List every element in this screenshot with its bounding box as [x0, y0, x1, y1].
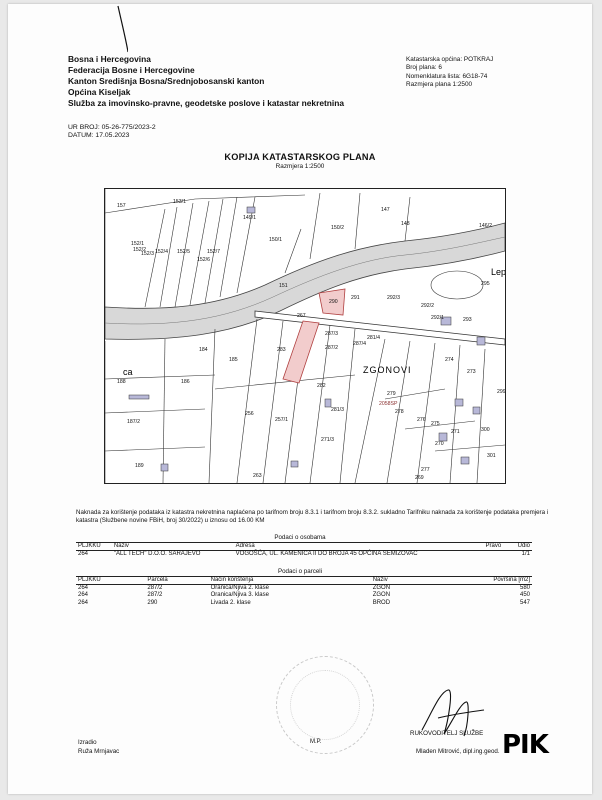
issuer-line-3: Kanton Središnja Bosna/Srednjobosanski kanton: [68, 76, 265, 86]
svg-text:299: 299: [497, 389, 505, 395]
svg-text:282: 282: [317, 383, 326, 389]
parcel-287-2-highlight: [283, 321, 319, 383]
document-page: [8, 4, 592, 794]
svg-text:152/1: 152/1: [131, 241, 144, 247]
place-label: ZGONOVI: [363, 365, 412, 375]
col-naziv: Naziv: [371, 577, 426, 585]
road-name-label: Lep: [491, 267, 505, 277]
document-date: DATUM: 17.05.2023: [68, 132, 130, 140]
fee-notice: Naknada za korištenje podataka iz katastra nekretnina naplaćena po tarifnom broju 8.3.1 i tarifnom broju 8.3.2. sukladno Tarifniku naknada za korištenje podataka premjera i katastra (Službene novine FBiH, broj 30/2022) u iznosu od 16.00 KM: [76, 509, 549, 525]
document-title: KOPIJA KATASTARSKOG PLANA: [224, 152, 376, 162]
svg-text:281/4: 281/4: [367, 335, 380, 341]
row-name: ZGON: [372, 585, 391, 592]
table-row: [76, 551, 532, 559]
svg-text:271: 271: [451, 429, 460, 435]
svg-text:151: 151: [279, 283, 288, 289]
prepared-by-label: Izradio: [78, 739, 97, 746]
parcels-table: [76, 576, 532, 607]
parcels-header-row: [76, 577, 532, 585]
svg-text:152/7: 152/7: [207, 249, 220, 255]
svg-text:273: 273: [467, 369, 476, 375]
row-name: BROD: [372, 599, 391, 606]
svg-text:275: 275: [431, 421, 440, 427]
plan-scale: Razmjera plana 1:2500: [406, 81, 473, 89]
svg-text:149/1: 149/1: [243, 215, 256, 221]
prepared-by-name: Ruža Mrnjavac: [78, 747, 120, 755]
cadastre-municipality: Katastarska općina: POTKRAJ: [406, 56, 494, 63]
watermark-logo: PIK: [502, 730, 548, 760]
row-name: ZGON: [372, 592, 391, 599]
svg-text:293: 293: [463, 317, 472, 323]
plan-number: Broj plana: 6: [406, 64, 442, 72]
head-of-service-title: RUKOVODITELJ SLUŽBE: [410, 730, 484, 737]
svg-text:150/2: 150/2: [331, 225, 344, 231]
row-use: Oranica/Njiva 3. klase: [210, 592, 269, 599]
svg-text:292/1: 292/1: [431, 315, 444, 321]
col-naziv: Naziv: [112, 543, 234, 551]
svg-text:270: 270: [435, 441, 444, 447]
svg-text:277: 277: [421, 467, 430, 473]
svg-text:263: 263: [253, 473, 262, 479]
col-adresa: Adresa: [234, 543, 484, 551]
col-parcela: Parcela: [145, 577, 208, 585]
table-row: [76, 600, 532, 607]
cadastral-map-drawing: [105, 189, 505, 483]
row-parcel: 287/2: [147, 585, 163, 592]
svg-text:267: 267: [297, 313, 306, 319]
issuer-line-5: Služba za imovinsko-pravne, geodetske poslove i katastar nekretnina: [68, 98, 345, 108]
table-row: [76, 585, 532, 593]
row-area: 580: [519, 585, 530, 592]
svg-text:150/1: 150/1: [269, 237, 282, 243]
parcels-section-title: Podaci o parceli: [277, 568, 323, 575]
row-area: 450: [519, 592, 530, 599]
sheet-nomenclature: Nomenklatura lista: 6G18-74: [406, 72, 488, 80]
svg-text:287/3: 287/3: [325, 331, 338, 337]
svg-text:291: 291: [351, 295, 360, 301]
col-povrsina: Površina [m2]: [426, 577, 532, 585]
svg-text:257/1: 257/1: [275, 417, 288, 423]
svg-text:152/4: 152/4: [155, 249, 168, 255]
prepared-by: [78, 739, 119, 756]
svg-text:184: 184: [199, 347, 208, 353]
svg-text:278: 278: [395, 409, 404, 415]
owner-share: 1/1: [521, 551, 530, 558]
svg-text:256: 256: [245, 411, 254, 417]
owners-header-row: [76, 543, 532, 551]
owners-table: [76, 542, 532, 558]
table-row: [76, 592, 532, 599]
svg-text:287/4: 287/4: [353, 341, 366, 347]
svg-text:157: 157: [117, 203, 126, 209]
svg-text:152/6: 152/6: [197, 257, 210, 263]
ur-number: UR BROJ: 05-26-775/2023-2: [68, 124, 156, 131]
row-use: Oranica/Njiva 2. klase: [210, 585, 269, 592]
svg-text:269: 269: [415, 475, 424, 481]
owner-right: [484, 551, 510, 559]
row-plj: 264: [78, 592, 89, 599]
owner-address: VOGOŠĆA, UL. KAMENICA II DO BROJA 45 OPĆINA SEMIZOVAC: [235, 551, 418, 558]
cadastral-map: [104, 188, 506, 484]
svg-text:147: 147: [381, 207, 390, 213]
svg-text:152/5: 152/5: [177, 249, 190, 255]
mp-label: M.P.: [310, 739, 322, 745]
svg-text:279: 279: [387, 391, 396, 397]
svg-text:300: 300: [481, 427, 490, 433]
cadastre-info: [406, 56, 493, 90]
col-udio: Udio: [510, 543, 532, 551]
svg-text:153/1: 153/1: [173, 199, 186, 205]
reference-block: [68, 124, 156, 141]
owner-plj: 264: [78, 551, 89, 558]
issuer-line-1: Bosna i Hercegovina: [68, 54, 151, 64]
svg-text:301: 301: [487, 453, 496, 459]
svg-text:187/2: 187/2: [127, 419, 140, 425]
row-parcel: 287/2: [147, 592, 163, 599]
svg-text:185: 185: [229, 357, 238, 363]
svg-text:292/2: 292/2: [421, 303, 434, 309]
row-use: Livada 2. klase: [210, 599, 251, 606]
col-nacin: Način korištenja: [209, 577, 371, 585]
svg-text:281/3: 281/3: [331, 407, 344, 413]
col-plj: PLJKKU: [76, 543, 112, 551]
issuer-line-4: Općina Kiseljak: [68, 87, 131, 97]
col-pravo: Pravo: [484, 543, 510, 551]
svg-text:152/3: 152/3: [141, 251, 154, 257]
svg-text:290: 290: [329, 299, 338, 305]
svg-text:148: 148: [401, 221, 410, 227]
svg-text:146/2: 146/2: [479, 223, 492, 229]
row-plj: 264: [78, 585, 89, 592]
row-area: 547: [519, 599, 530, 606]
svg-text:189: 189: [135, 463, 144, 469]
official-stamp-inner: [290, 670, 360, 740]
owner-name: "ALL TECH" D.O.O. SARAJEVO: [113, 551, 201, 558]
svg-text:283: 283: [277, 347, 286, 353]
issuer-line-2: Federacija Bosne i Hercegovine: [68, 65, 195, 75]
svg-text:287/2: 287/2: [325, 345, 338, 351]
svg-text:152/2: 152/2: [133, 247, 146, 253]
area-label: ca: [123, 367, 133, 377]
svg-text:271/3: 271/3: [321, 437, 334, 443]
svg-text:292/3: 292/3: [387, 295, 400, 301]
row-parcel: 290: [147, 599, 158, 606]
document-scale: Razmjera 1:2500: [275, 163, 325, 170]
svg-text:186: 186: [181, 379, 190, 385]
owners-section-title: Podaci o osobama: [274, 534, 326, 541]
svg-text:274: 274: [445, 357, 454, 363]
col-plj: PLJKKU: [76, 577, 145, 585]
svg-text:276: 276: [417, 417, 426, 423]
head-of-service-name: Mladen Mitrović, dipl.ing.geod.: [416, 748, 500, 755]
svg-text:2058SP: 2058SP: [379, 401, 398, 407]
pen-mark: [8, 4, 128, 64]
svg-text:295: 295: [481, 281, 490, 287]
row-plj: 264: [78, 599, 89, 606]
svg-text:188: 188: [117, 379, 126, 385]
